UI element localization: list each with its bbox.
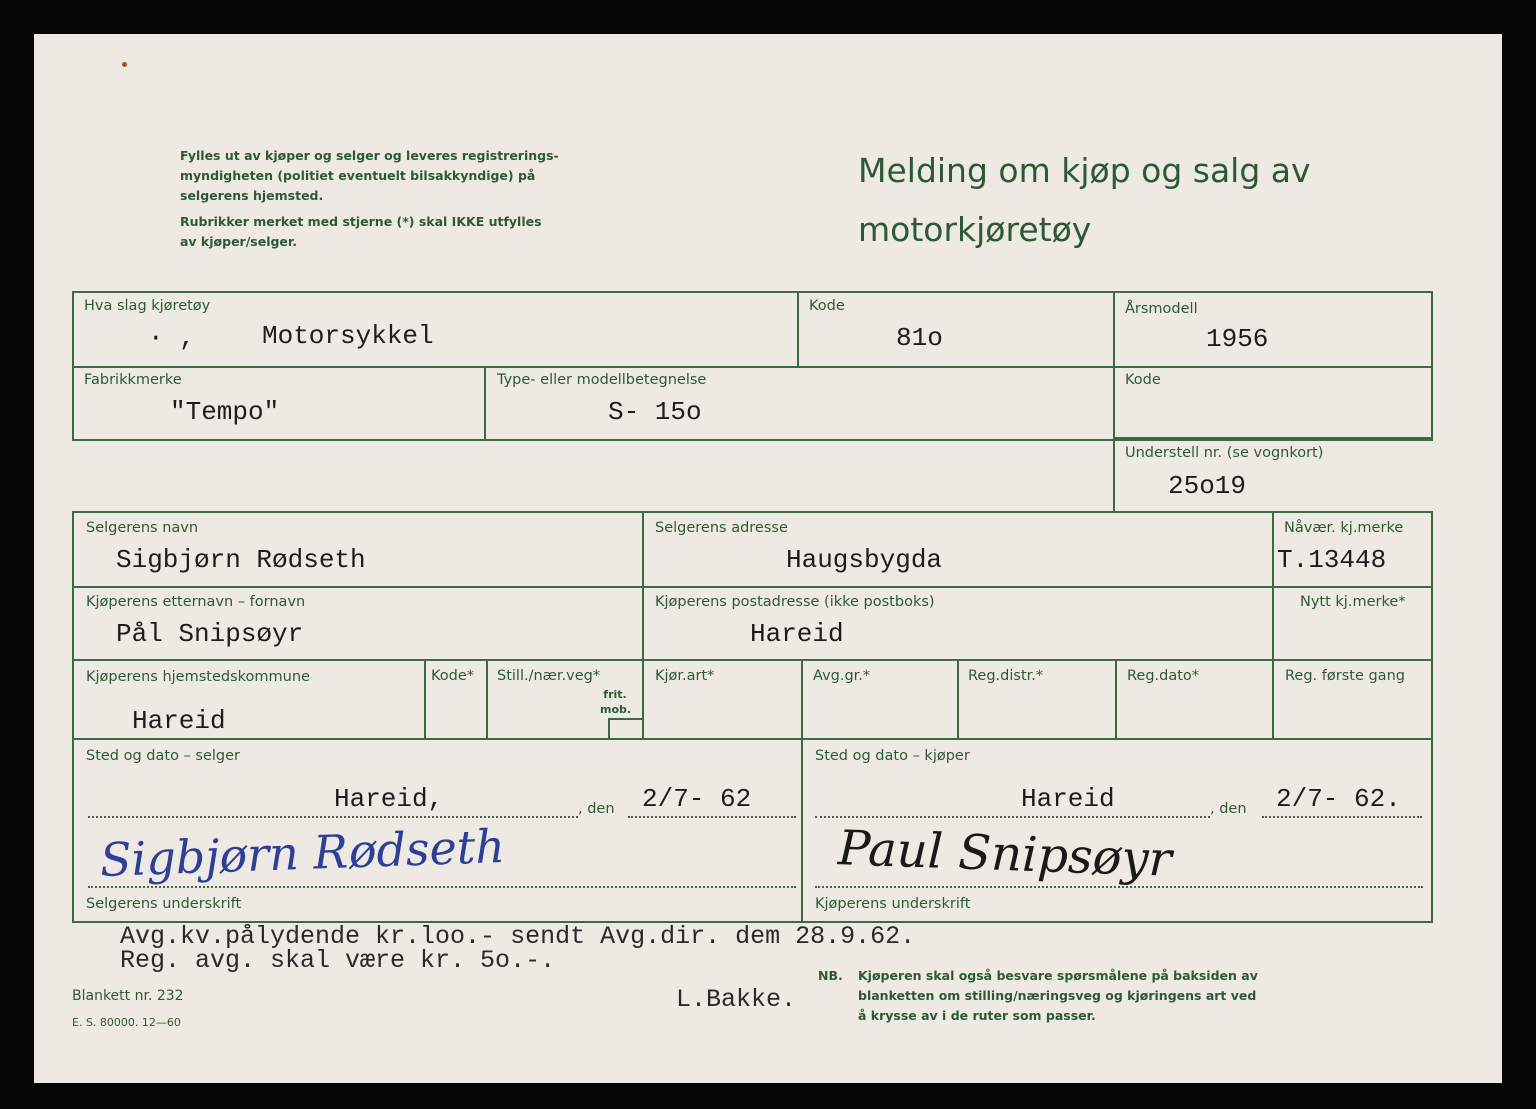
new-plate-label: Nytt kj.merke* bbox=[1300, 594, 1406, 610]
checkbox-edge bbox=[608, 718, 642, 720]
instruction-line: Fylles ut av kjøper og selger og leveres registrerings- bbox=[180, 148, 559, 163]
avg-gr-label: Avg.gr.* bbox=[813, 668, 871, 684]
current-plate-value: T.13448 bbox=[1277, 545, 1387, 575]
print-code: E. S. 80000. 12—60 bbox=[72, 1016, 181, 1029]
make-value: "Tempo" bbox=[170, 397, 280, 427]
municipality-label: Kjøperens hjemstedskommune bbox=[86, 669, 310, 685]
divider bbox=[1113, 437, 1433, 439]
chassis-value: 25o19 bbox=[1168, 471, 1247, 501]
reg-first-label: Reg. første gang bbox=[1285, 668, 1405, 684]
buyer-place-date-label: Sted og dato – kjøper bbox=[815, 748, 970, 764]
chassis-label: Understell nr. (se vognkort) bbox=[1125, 445, 1324, 461]
seller-signature-label: Selgerens underskrift bbox=[86, 896, 242, 912]
buyer-place-value: Hareid bbox=[1021, 784, 1115, 814]
model-designation-value: S- 15o bbox=[608, 397, 702, 427]
divider bbox=[642, 511, 644, 739]
model-year-value: 1956 bbox=[1206, 324, 1269, 354]
seller-place-date-label: Sted og dato – selger bbox=[86, 748, 241, 764]
nb-line: å krysse av i de ruter som passer. bbox=[858, 1008, 1096, 1023]
fee-note-line1: Avg.kv.pålydende kr.loo.- sendt Avg.dir. dem 28.9.62. bbox=[120, 922, 916, 951]
divider bbox=[72, 586, 1433, 588]
seller-date-value: 2/7- 62 bbox=[642, 784, 752, 814]
buyer-postal-value: Hareid bbox=[750, 619, 844, 649]
reg-dato-label: Reg.dato* bbox=[1127, 668, 1200, 684]
divider bbox=[801, 659, 803, 739]
buyer-place-line bbox=[815, 816, 1210, 818]
model-designation-label: Type- eller modellbetegnelse bbox=[497, 372, 707, 388]
seller-signature-line bbox=[88, 886, 796, 888]
instruction-line: av kjøper/selger. bbox=[180, 234, 298, 249]
buyer-date-line bbox=[1262, 816, 1422, 818]
seller-address-value: Haugsbygda bbox=[786, 545, 943, 575]
divider bbox=[72, 366, 1433, 368]
reg-distr-label: Reg.distr.* bbox=[968, 668, 1044, 684]
seller-place-line bbox=[88, 816, 578, 818]
municipality-value: Hareid bbox=[132, 706, 226, 736]
buyer-name-value: Pål Snipsøyr bbox=[116, 619, 304, 649]
divider bbox=[72, 738, 1433, 740]
code-label: Kode bbox=[809, 298, 845, 314]
divider bbox=[1115, 659, 1117, 739]
divider bbox=[801, 738, 803, 922]
buyer-den-label: , den bbox=[1210, 801, 1247, 817]
seller-name-label: Selgerens navn bbox=[86, 520, 199, 536]
buyer-postal-label: Kjøperens postadresse (ikke postboks) bbox=[655, 594, 935, 610]
buyer-date-value: 2/7- 62. bbox=[1276, 784, 1401, 814]
vehicle-type-value: Motorsykkel bbox=[262, 321, 434, 351]
current-plate-label: Nåvær. kj.merke bbox=[1284, 520, 1404, 536]
still-label: Still./nær.veg* bbox=[497, 668, 601, 684]
seller-date-line bbox=[628, 816, 796, 818]
seller-address-label: Selgerens adresse bbox=[655, 520, 788, 536]
divider bbox=[797, 291, 799, 367]
instructions bbox=[180, 146, 620, 252]
instruction-line: myndigheten (politiet eventuelt bilsakkyndige) på bbox=[180, 168, 536, 183]
officer-signoff: L.Bakke. bbox=[676, 985, 797, 1014]
frit-label: frit. bbox=[603, 688, 627, 701]
kode-star-label: Kode* bbox=[431, 668, 475, 684]
divider bbox=[1272, 511, 1274, 739]
model-year-label: Årsmodell bbox=[1125, 301, 1198, 317]
divider bbox=[72, 659, 1433, 661]
divider bbox=[1113, 291, 1115, 511]
nb-line: blanketten om stilling/næringsveg og kjøringens art ved bbox=[858, 988, 1257, 1003]
divider bbox=[486, 659, 488, 739]
vehicle-type-label: Hva slag kjøretøy bbox=[84, 298, 211, 314]
mob-label: mob. bbox=[600, 703, 632, 716]
instruction-line: selgerens hjemsted. bbox=[180, 188, 324, 203]
seller-den-label: , den bbox=[578, 801, 615, 817]
nb-line: Kjøperen skal også besvare spørsmålene på baksiden av bbox=[858, 968, 1258, 983]
code2-label: Kode bbox=[1125, 372, 1161, 388]
buyer-signature-line bbox=[815, 886, 1423, 888]
kjor-art-label: Kjør.art* bbox=[655, 668, 715, 684]
make-label: Fabrikkmerke bbox=[84, 372, 182, 388]
buyer-name-label: Kjøperens etternavn – fornavn bbox=[86, 594, 306, 610]
code-value: 81o bbox=[896, 323, 943, 353]
seller-signature: Sigbjørn Rødseth bbox=[99, 818, 506, 888]
checkbox-edge bbox=[608, 718, 610, 738]
ink-speck bbox=[122, 62, 127, 67]
nb-note bbox=[858, 966, 1338, 1026]
seller-name-value: Sigbjørn Rødseth bbox=[116, 545, 366, 575]
nb-label: NB. bbox=[818, 968, 843, 983]
instruction-line: Rubrikker merket med stjerne (*) skal IKKE utfylles bbox=[180, 214, 542, 229]
vehicle-type-dots: · , bbox=[148, 323, 195, 353]
buyer-signature-label: Kjøperens underskrift bbox=[815, 896, 971, 912]
buyer-signature: Paul Snipsøyr bbox=[837, 820, 1173, 888]
form-title-line2: motorkjøretøy bbox=[858, 210, 1092, 249]
fee-note-line2: Reg. avg. skal være kr. 5o.-. bbox=[120, 946, 556, 975]
blankett-number: Blankett nr. 232 bbox=[72, 988, 184, 1004]
form-title-line1: Melding om kjøp og salg av bbox=[858, 151, 1311, 190]
divider bbox=[424, 659, 426, 739]
divider bbox=[484, 366, 486, 440]
seller-place-value: Hareid, bbox=[334, 784, 444, 814]
divider bbox=[957, 659, 959, 739]
